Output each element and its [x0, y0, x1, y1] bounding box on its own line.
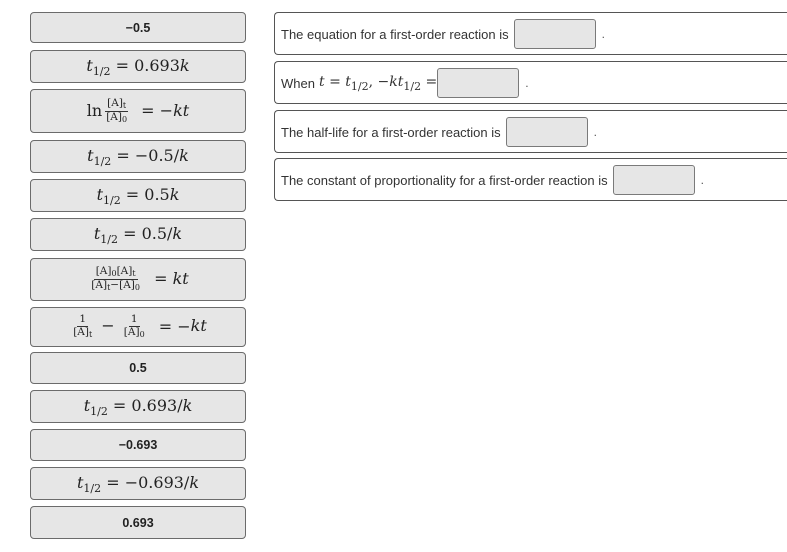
- answer-tile-0-693[interactable]: [30, 506, 246, 539]
- statement-period: .: [525, 76, 529, 90]
- answer-drop-target[interactable]: [506, 117, 588, 147]
- tile-label: 0.693: [122, 515, 154, 530]
- answer-tile-second-order-ratio[interactable]: [30, 258, 246, 301]
- tile-label: −0.5: [125, 20, 151, 35]
- statement-text: The constant of proportionality for a first-order reaction is: [281, 172, 608, 188]
- answer-tile-neg-0-5[interactable]: [30, 12, 246, 43]
- tile-label: −0.693: [118, 438, 158, 452]
- answer-tile-0-5[interactable]: [30, 352, 246, 384]
- answer-tile-half-life-0-5-over-k[interactable]: [30, 218, 246, 251]
- tile-math: $t_{1/2} = -0.693/k$: [76, 472, 200, 495]
- answer-tile-half-life-neg-0-5-over-k[interactable]: [30, 140, 246, 173]
- statement-period: .: [601, 27, 605, 41]
- tile-math: $\frac{1}{[A]t}$ − $\frac{1}{[A]0}$ = −kt: [73, 313, 207, 339]
- tile-math: $\frac{[A]0[A]t}{[A]t-[A]0}$ = kt: [91, 265, 189, 292]
- tile-math: $t_{1/2} = 0.693/k$: [83, 395, 193, 418]
- statement-text: The half-life for a first-order reaction is: [281, 124, 501, 140]
- tile-math: $t_{1/2} = 0.5k$: [96, 184, 180, 207]
- answer-drop-target[interactable]: [437, 68, 519, 98]
- answer-drop-target[interactable]: [613, 165, 695, 195]
- statement-half-life: [274, 110, 787, 153]
- tile-math: $t_{1/2} = 0.5/k$: [93, 223, 183, 246]
- answer-tile-half-life-0-5k[interactable]: [30, 179, 246, 212]
- answer-tile-half-life-neg-0-693-over-k[interactable]: [30, 467, 246, 500]
- tile-math: $t_{1/2} = -0.5/k$: [87, 145, 189, 168]
- statement-math: $t = t_{1/2}$, $-kt_{1/2}$ =: [318, 73, 438, 93]
- tile-math: $t_{1/2} = 0.693k$: [86, 55, 190, 78]
- statement-rate-constant: [274, 158, 787, 201]
- answer-tile-reciprocal-difference[interactable]: [30, 307, 246, 347]
- answer-tile-half-life-0-693k[interactable]: [30, 50, 246, 83]
- statement-when-t-equals-half-life: [274, 61, 787, 104]
- statement-text: When: [281, 75, 315, 91]
- statement-period: .: [700, 173, 704, 187]
- statement-first-order-equation: [274, 12, 787, 55]
- statement-period: .: [593, 125, 597, 139]
- tile-label: 0.5: [129, 361, 147, 375]
- tile-math: ln $\frac{[A]t}{[A]0}$ = −kt: [86, 96, 190, 124]
- answer-tile-neg-0-693[interactable]: [30, 429, 246, 461]
- statement-text: The equation for a first-order reaction is: [281, 26, 509, 42]
- answer-tile-ln-ratio[interactable]: [30, 89, 246, 133]
- answer-tile-half-life-0-693-over-k[interactable]: [30, 390, 246, 423]
- answer-drop-target[interactable]: [514, 19, 596, 49]
